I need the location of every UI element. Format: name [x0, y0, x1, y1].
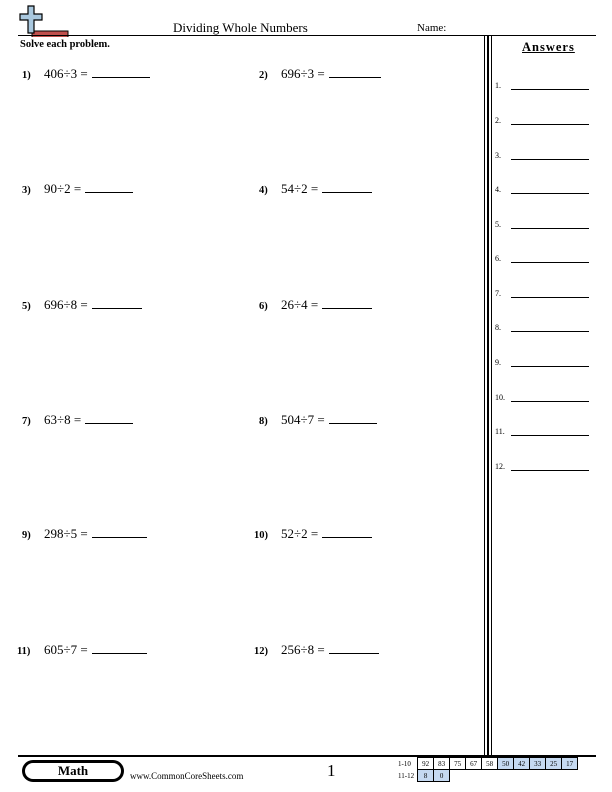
- column-divider: [491, 36, 492, 756]
- problem-expression: 406÷3 =: [44, 66, 88, 81]
- answer-line[interactable]: [511, 193, 589, 194]
- score-row: [398, 758, 578, 770]
- problem-5: [22, 297, 142, 313]
- problem-number: 3): [22, 185, 31, 196]
- problem-10: [254, 526, 372, 542]
- answer-line[interactable]: [511, 435, 589, 436]
- answer-row-11: [495, 426, 595, 436]
- problem-number: 9): [22, 530, 31, 541]
- score-cell: 8: [418, 770, 434, 782]
- score-cell: 92: [418, 758, 434, 770]
- problem-3: [22, 181, 133, 197]
- page-number: 1: [327, 761, 336, 780]
- answer-line[interactable]: [511, 331, 589, 332]
- answer-blank[interactable]: [92, 526, 147, 538]
- problem-expression: 90÷2 =: [44, 181, 82, 196]
- problem-4: [259, 181, 372, 197]
- score-cell: 33: [530, 758, 546, 770]
- answer-row-1: [495, 80, 595, 90]
- answer-line[interactable]: [511, 89, 589, 90]
- answer-label: 10.: [495, 393, 505, 402]
- score-cell: 17: [562, 758, 578, 770]
- answer-line[interactable]: [511, 297, 589, 298]
- problem-expression: 256÷8 =: [281, 642, 325, 657]
- answer-blank[interactable]: [92, 297, 142, 309]
- problem-expression: 504÷7 =: [281, 412, 325, 427]
- score-row-label: 1-10: [398, 759, 411, 768]
- score-cell: 42: [514, 758, 530, 770]
- problem-expression: 298÷5 =: [44, 526, 88, 541]
- problem-expression: 54÷2 =: [281, 181, 319, 196]
- page-title: Dividing Whole Numbers: [173, 20, 308, 35]
- problem-12: [254, 642, 379, 658]
- answer-blank[interactable]: [322, 181, 372, 193]
- problem-number: 1): [22, 70, 31, 81]
- answer-row-9: [495, 357, 595, 367]
- footer-url: www.CommonCoreSheets.com: [130, 771, 244, 781]
- problem-expression: 696÷8 =: [44, 297, 88, 312]
- answer-blank[interactable]: [322, 526, 372, 538]
- answer-label: 3.: [495, 151, 501, 160]
- problem-expression: 605÷7 =: [44, 642, 88, 657]
- problem-number: 7): [22, 416, 31, 427]
- answer-blank[interactable]: [85, 181, 133, 193]
- math-logo-icon: [18, 5, 70, 37]
- problem-number: 2): [259, 70, 268, 81]
- answer-row-3: [495, 150, 595, 160]
- score-cell: 75: [450, 758, 466, 770]
- answer-label: 9.: [495, 358, 501, 367]
- answer-row-7: [495, 288, 595, 298]
- problem-number: 12): [254, 646, 268, 657]
- answer-line[interactable]: [511, 401, 589, 402]
- problem-expression: 26÷4 =: [281, 297, 319, 312]
- name-label: Name:: [417, 22, 447, 34]
- answer-line[interactable]: [511, 228, 589, 229]
- answer-blank[interactable]: [322, 297, 372, 309]
- score-cell: 25: [546, 758, 562, 770]
- answer-label: 1.: [495, 81, 501, 90]
- math-badge: [22, 760, 124, 782]
- answer-line[interactable]: [511, 366, 589, 367]
- answer-label: 12.: [495, 462, 505, 471]
- answer-row-8: [495, 322, 595, 332]
- answer-row-4: [495, 184, 595, 194]
- score-cell: 58: [482, 758, 498, 770]
- problem-1: [22, 66, 150, 82]
- problem-9: [22, 526, 147, 542]
- problem-7: [22, 412, 133, 428]
- problem-2: [259, 66, 381, 82]
- answer-row-6: [495, 253, 595, 263]
- answer-label: 7.: [495, 289, 501, 298]
- problem-number: 8): [259, 416, 268, 427]
- answer-row-12: [495, 461, 595, 471]
- answer-label: 4.: [495, 185, 501, 194]
- answer-row-5: [495, 219, 595, 229]
- column-divider: [484, 36, 485, 756]
- answer-line[interactable]: [511, 470, 589, 471]
- score-table: [398, 757, 578, 782]
- score-cell: 83: [434, 758, 450, 770]
- answer-blank[interactable]: [329, 412, 377, 424]
- problem-11: [17, 642, 147, 658]
- problem-number: 5): [22, 301, 31, 312]
- math-badge-label: Math: [25, 763, 121, 779]
- answer-label: 5.: [495, 220, 501, 229]
- problem-expression: 63÷8 =: [44, 412, 82, 427]
- score-cell: 50: [498, 758, 514, 770]
- answer-blank[interactable]: [92, 66, 150, 78]
- instructions: Solve each problem.: [20, 39, 110, 50]
- answers-heading: Answers: [522, 40, 575, 54]
- answer-line[interactable]: [511, 159, 589, 160]
- answer-row-10: [495, 392, 595, 402]
- problem-6: [259, 297, 372, 313]
- answer-row-2: [495, 115, 595, 125]
- answer-label: 8.: [495, 323, 501, 332]
- answer-line[interactable]: [511, 124, 589, 125]
- answer-label: 11.: [495, 427, 505, 436]
- score-row-label: 11-12: [398, 771, 415, 780]
- score-cell: 0: [434, 770, 450, 782]
- answer-blank[interactable]: [329, 642, 379, 654]
- problem-expression: 696÷3 =: [281, 66, 325, 81]
- score-row: [398, 770, 578, 782]
- score-cell: 67: [466, 758, 482, 770]
- problem-number: 10): [254, 530, 268, 541]
- answer-blank[interactable]: [92, 642, 147, 654]
- header-divider: [18, 35, 596, 36]
- problem-number: 6): [259, 301, 268, 312]
- problem-expression: 52÷2 =: [281, 526, 319, 541]
- answer-blank[interactable]: [85, 412, 133, 424]
- answer-label: 6.: [495, 254, 501, 263]
- problem-8: [259, 412, 377, 428]
- problem-number: 4): [259, 185, 268, 196]
- answer-line[interactable]: [511, 262, 589, 263]
- answer-label: 2.: [495, 116, 501, 125]
- problem-number: 11): [17, 646, 31, 657]
- column-divider: [487, 36, 489, 756]
- answer-blank[interactable]: [329, 66, 381, 78]
